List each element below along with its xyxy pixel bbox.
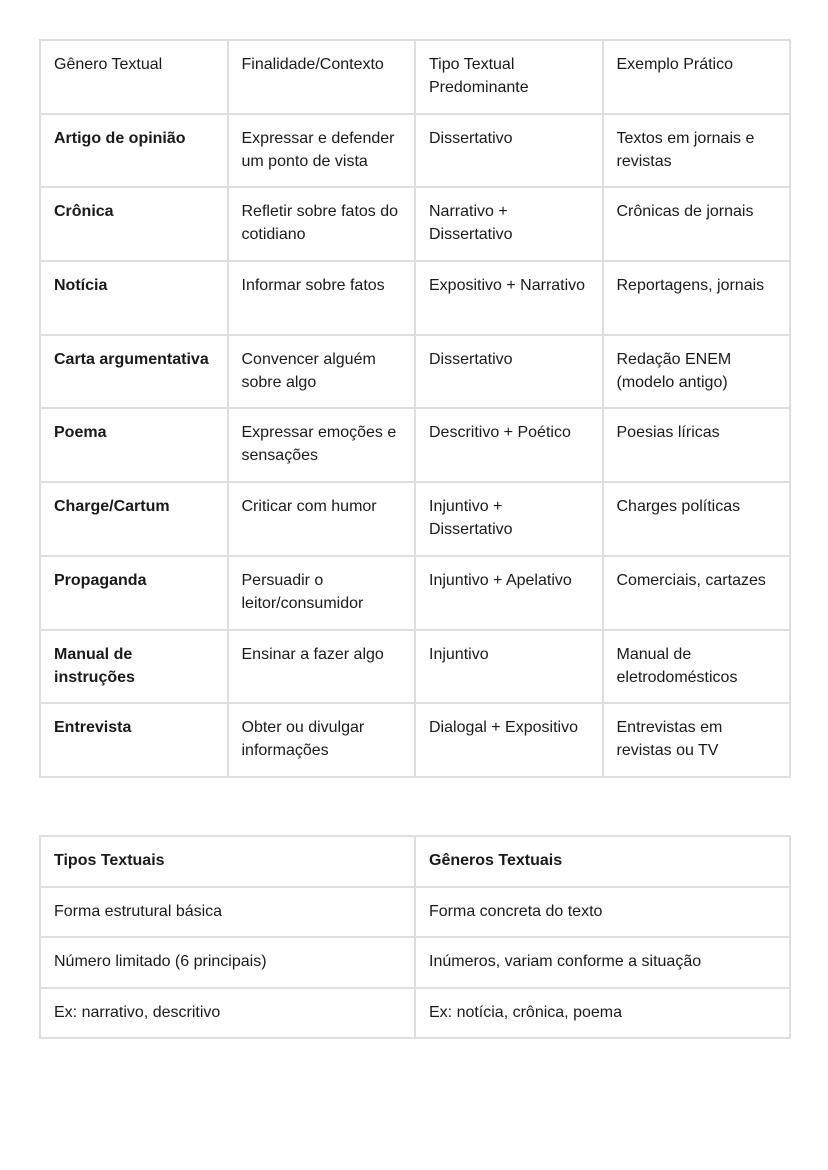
- example-cell: Reportagens, jornais: [603, 261, 791, 335]
- purpose-cell: Ensinar a fazer algo: [228, 630, 416, 704]
- types-cell: Número limitado (6 principais): [40, 937, 415, 988]
- purpose-cell: Criticar com humor: [228, 482, 416, 556]
- genre-cell: Poema: [40, 408, 228, 482]
- genres-cell: Forma concreta do texto: [415, 887, 790, 938]
- type-cell: Narrativo + Dissertativo: [415, 187, 603, 261]
- table-row: [40, 114, 790, 188]
- genre-cell: Entrevista: [40, 703, 228, 777]
- example-cell: Entrevistas em revistas ou TV: [603, 703, 791, 777]
- genres-cell: Ex: notícia, crônica, poema: [415, 988, 790, 1039]
- type-cell: Descritivo + Poético: [415, 408, 603, 482]
- purpose-cell: Obter ou divulgar informações: [228, 703, 416, 777]
- genre-cell: Manual de instruções: [40, 630, 228, 704]
- example-cell: Crônicas de jornais: [603, 187, 791, 261]
- header-cell: Tipo Textual Predominante: [415, 40, 603, 114]
- types-cell: Ex: narrativo, descritivo: [40, 988, 415, 1039]
- header-cell: Gêneros Textuais: [415, 836, 790, 887]
- table-row: [40, 630, 790, 704]
- genre-cell: Propaganda: [40, 556, 228, 630]
- purpose-cell: Informar sobre fatos: [228, 261, 416, 335]
- table-row: [40, 988, 790, 1039]
- example-cell: Poesias líricas: [603, 408, 791, 482]
- header-cell: Finalidade/Contexto: [228, 40, 416, 114]
- purpose-cell: Convencer alguém sobre algo: [228, 335, 416, 409]
- table-row: [40, 261, 790, 335]
- genre-cell: Charge/Cartum: [40, 482, 228, 556]
- table-row: [40, 187, 790, 261]
- type-cell: Dissertativo: [415, 114, 603, 188]
- table-row: [40, 937, 790, 988]
- table-row: [40, 408, 790, 482]
- type-cell: Injuntivo + Apelativo: [415, 556, 603, 630]
- header-cell: Gênero Textual: [40, 40, 228, 114]
- genre-cell: Crônica: [40, 187, 228, 261]
- table-row: [40, 482, 790, 556]
- type-cell: Expositivo + Narrativo: [415, 261, 603, 335]
- table-row: [40, 335, 790, 409]
- types-cell: Forma estrutural básica: [40, 887, 415, 938]
- table-header-row: [40, 836, 790, 887]
- table-header-row: [40, 40, 790, 114]
- header-cell: Exemplo Prático: [603, 40, 791, 114]
- purpose-cell: Persuadir o leitor/consumidor: [228, 556, 416, 630]
- example-cell: Charges políticas: [603, 482, 791, 556]
- type-cell: Injuntivo: [415, 630, 603, 704]
- type-cell: Injuntivo + Dissertativo: [415, 482, 603, 556]
- genre-cell: Carta argumentativa: [40, 335, 228, 409]
- genre-cell: Artigo de opinião: [40, 114, 228, 188]
- example-cell: Textos em jornais e revistas: [603, 114, 791, 188]
- table-row: [40, 556, 790, 630]
- genre-cell: Notícia: [40, 261, 228, 335]
- genres-table: [39, 39, 791, 778]
- purpose-cell: Expressar e defender um ponto de vista: [228, 114, 416, 188]
- types-vs-genres-table: [39, 835, 791, 1039]
- example-cell: Comerciais, cartazes: [603, 556, 791, 630]
- purpose-cell: Expressar emoções e sensações: [228, 408, 416, 482]
- table-row: [40, 887, 790, 938]
- example-cell: Redação ENEM (modelo antigo): [603, 335, 791, 409]
- example-cell: Manual de eletrodomésticos: [603, 630, 791, 704]
- type-cell: Dissertativo: [415, 335, 603, 409]
- table-row: [40, 703, 790, 777]
- header-cell: Tipos Textuais: [40, 836, 415, 887]
- purpose-cell: Refletir sobre fatos do cotidiano: [228, 187, 416, 261]
- type-cell: Dialogal + Expositivo: [415, 703, 603, 777]
- genres-cell: Inúmeros, variam conforme a situação: [415, 937, 790, 988]
